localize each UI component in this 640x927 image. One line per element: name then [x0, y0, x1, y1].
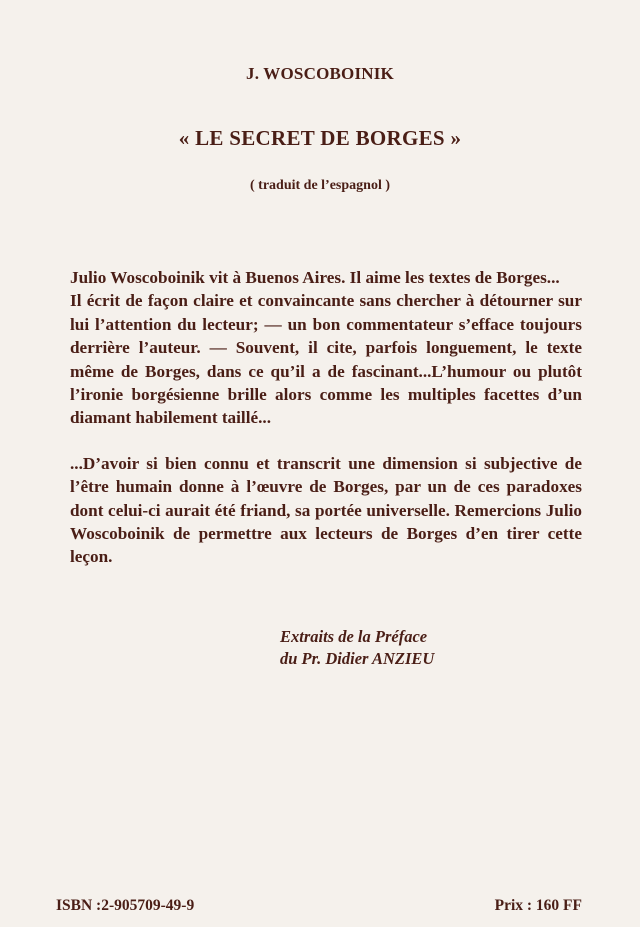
- blurb-text: [70, 266, 582, 569]
- paragraph-spacer: [70, 430, 582, 452]
- price-label: Prix : 160 FF: [494, 897, 582, 914]
- blurb-paragraph-2: Il écrit de façon claire et convaincante sans chercher à détourner sur lui l’attention du lecteur; — un bon commentateur s’efface toujours derrière l’auteur. — Souvent, il cite, parfois longuement, le texte même de Borges, dans ce qu’il a de fascinant...L’humour ou plutôt l’ironie borgésienne brille alors comme les multiples facettes d’un diamant habilement taillé...: [70, 291, 582, 428]
- blurb-paragraph-3: ...D’avoir si bien connu et transcrit une dimension si subjective de l’être humain donne à l’œuvre de Borges, par un de ces paradoxes dont celui-ci aurait été friand, sa portée universelle. Remercions Julio Woscoboinik de permettre aux lecteurs de Borges d’en tirer cette leçon.: [70, 453, 582, 567]
- author-name: J. WOSCOBOINIK: [246, 64, 394, 83]
- isbn-number: ISBN :2-905709-49-9: [56, 897, 195, 914]
- attribution-line-2: du Pr. Didier ANZIEU: [280, 649, 435, 668]
- preface-attribution: [280, 626, 434, 670]
- book-title: « LE SECRET DE BORGES »: [178, 126, 462, 150]
- attribution-line-1: Extraits de la Préface: [280, 627, 428, 646]
- blurb-paragraph-1: Julio Woscoboinik vit à Buenos Aires. Il aime les textes de Borges...: [70, 268, 560, 287]
- translation-note: ( traduit de l’espagnol ): [250, 178, 390, 193]
